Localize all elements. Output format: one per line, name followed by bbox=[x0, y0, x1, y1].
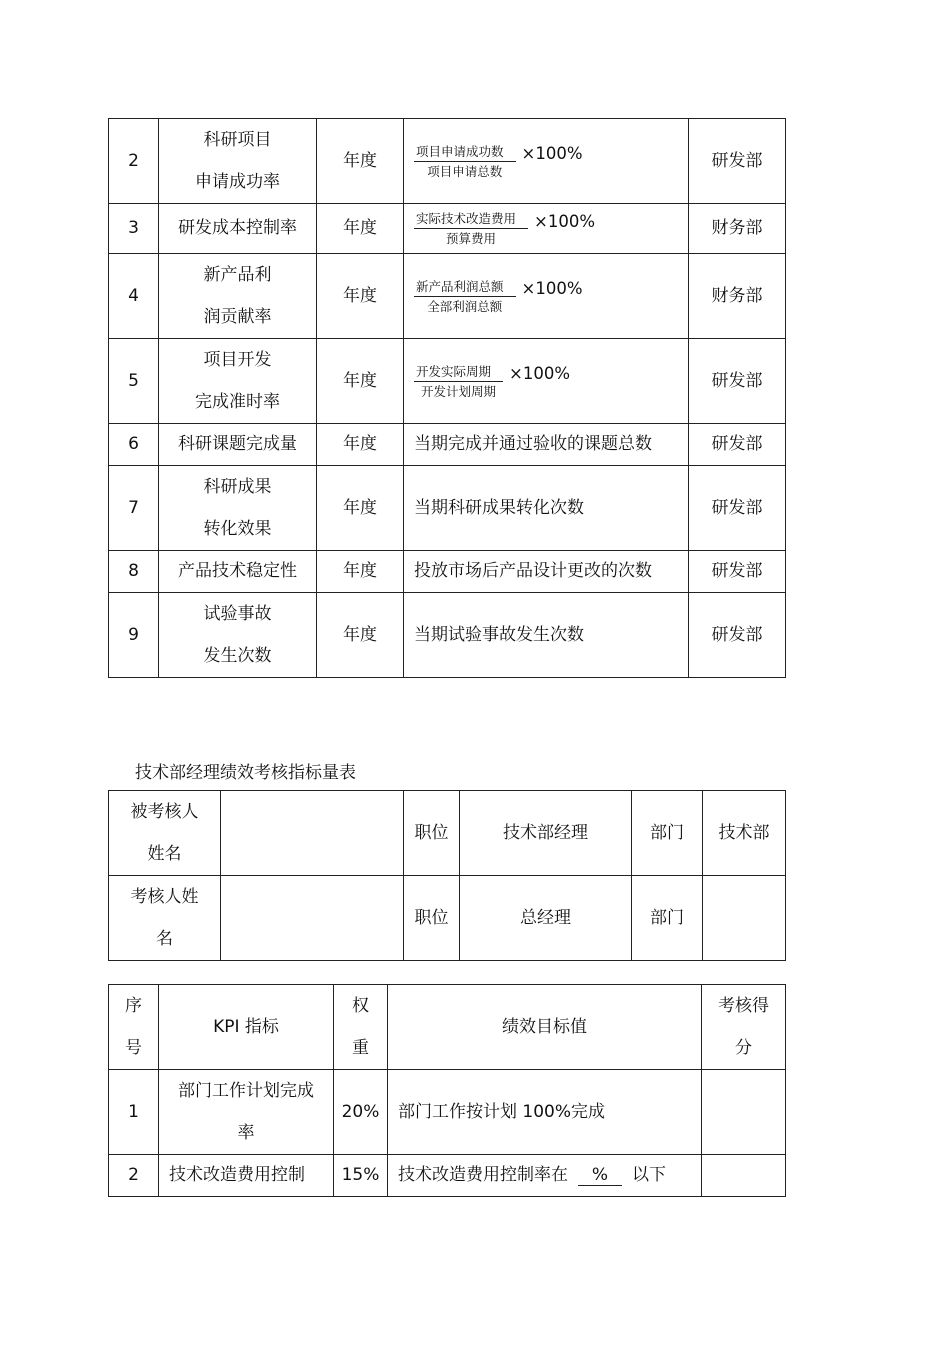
table-row bbox=[109, 1155, 786, 1197]
table-row bbox=[109, 204, 786, 254]
row-number: 2 bbox=[109, 119, 159, 204]
department: 财务部 bbox=[689, 204, 786, 254]
assessor-name-label: 考核人姓 名 bbox=[109, 876, 221, 961]
multiplier: ×100% bbox=[534, 211, 596, 231]
multiplier: ×100% bbox=[521, 144, 583, 164]
table-row bbox=[109, 1070, 786, 1155]
row-number: 8 bbox=[109, 551, 159, 593]
formula-cell bbox=[404, 204, 689, 254]
indicator-name: 科研项目 申请成功率 bbox=[159, 119, 317, 204]
table-row bbox=[109, 791, 786, 876]
definition: 当期试验事故发生次数 bbox=[404, 593, 689, 678]
fraction-numerator: 实际技术改造费用 bbox=[414, 210, 528, 229]
period: 年度 bbox=[317, 119, 404, 204]
period: 年度 bbox=[317, 204, 404, 254]
period: 年度 bbox=[317, 593, 404, 678]
assessor-name-field[interactable] bbox=[221, 876, 404, 961]
indicator-name: 科研成果 转化效果 bbox=[159, 466, 317, 551]
header-target: 绩效目标值 bbox=[388, 985, 702, 1070]
indicator-name: 部门工作计划完成 率 bbox=[159, 1070, 334, 1155]
period: 年度 bbox=[317, 551, 404, 593]
fraction bbox=[414, 210, 528, 247]
fraction-denominator: 预算费用 bbox=[446, 231, 497, 246]
formula-cell bbox=[404, 119, 689, 204]
fraction bbox=[414, 143, 516, 180]
indicator-name: 科研课题完成量 bbox=[159, 424, 317, 466]
definition: 投放市场后产品设计更改的次数 bbox=[404, 551, 689, 593]
weight: 15% bbox=[334, 1155, 388, 1197]
target-blank[interactable]: % bbox=[578, 1165, 622, 1186]
assessment-info-table bbox=[108, 790, 786, 961]
section-title: 技术部经理绩效考核指标量表 bbox=[135, 763, 356, 783]
indicator-name: 研发成本控制率 bbox=[159, 204, 317, 254]
period: 年度 bbox=[317, 339, 404, 424]
header-indicator: KPI 指标 bbox=[159, 985, 334, 1070]
definition: 当期科研成果转化次数 bbox=[404, 466, 689, 551]
assessor-position: 总经理 bbox=[460, 876, 632, 961]
table-row bbox=[109, 119, 786, 204]
multiplier: ×100% bbox=[521, 279, 583, 299]
department: 研发部 bbox=[689, 551, 786, 593]
header-weight: 权 重 bbox=[334, 985, 388, 1070]
position-label: 职位 bbox=[404, 876, 460, 961]
table-row bbox=[109, 424, 786, 466]
row-number: 7 bbox=[109, 466, 159, 551]
table-row bbox=[109, 551, 786, 593]
indicator-name: 项目开发 完成准时率 bbox=[159, 339, 317, 424]
fraction-numerator: 开发实际周期 bbox=[414, 363, 503, 382]
department: 研发部 bbox=[689, 466, 786, 551]
table-header-row bbox=[109, 985, 786, 1070]
row-number: 2 bbox=[109, 1155, 159, 1197]
row-number: 3 bbox=[109, 204, 159, 254]
assessee-position: 技术部经理 bbox=[460, 791, 632, 876]
fraction-denominator: 项目申请总数 bbox=[427, 163, 503, 179]
assessee-name-label: 被考核人 姓名 bbox=[109, 791, 221, 876]
period: 年度 bbox=[317, 466, 404, 551]
kpi-score-table bbox=[108, 984, 786, 1197]
dept-label: 部门 bbox=[632, 876, 703, 961]
table-row bbox=[109, 339, 786, 424]
dept-label: 部门 bbox=[632, 791, 703, 876]
target-value: 技术改造费用控制率在 % 以下 bbox=[388, 1155, 702, 1197]
department: 研发部 bbox=[689, 424, 786, 466]
formula-cell bbox=[404, 339, 689, 424]
definition: 当期完成并通过验收的课题总数 bbox=[404, 424, 689, 466]
department: 财务部 bbox=[689, 254, 786, 339]
assessor-dept-field[interactable] bbox=[703, 876, 786, 961]
fraction bbox=[414, 278, 516, 315]
indicator-name: 新产品利 润贡献率 bbox=[159, 254, 317, 339]
fraction-denominator: 开发计划周期 bbox=[421, 383, 497, 399]
header-score: 考核得 分 bbox=[702, 985, 786, 1070]
score-field[interactable] bbox=[702, 1155, 786, 1197]
target-value: 部门工作按计划 100%完成 bbox=[388, 1070, 702, 1155]
fraction bbox=[414, 363, 503, 400]
indicator-name: 试验事故 发生次数 bbox=[159, 593, 317, 678]
period: 年度 bbox=[317, 254, 404, 339]
department: 研发部 bbox=[689, 339, 786, 424]
header-no: 序 号 bbox=[109, 985, 159, 1070]
table-row bbox=[109, 466, 786, 551]
fraction-numerator: 项目申请成功数 bbox=[414, 143, 516, 162]
assessee-name-field[interactable] bbox=[221, 791, 404, 876]
table-row bbox=[109, 593, 786, 678]
row-number: 9 bbox=[109, 593, 159, 678]
fraction-numerator: 新产品利润总额 bbox=[414, 278, 516, 297]
row-number: 1 bbox=[109, 1070, 159, 1155]
department: 研发部 bbox=[689, 119, 786, 204]
assessee-dept: 技术部 bbox=[703, 791, 786, 876]
fraction-denominator: 全部利润总额 bbox=[427, 298, 503, 314]
table-row bbox=[109, 876, 786, 961]
period: 年度 bbox=[317, 424, 404, 466]
kpi-definition-table bbox=[108, 118, 786, 678]
formula-cell bbox=[404, 254, 689, 339]
indicator-name: 产品技术稳定性 bbox=[159, 551, 317, 593]
indicator-name: 技术改造费用控制 bbox=[159, 1155, 334, 1197]
row-number: 6 bbox=[109, 424, 159, 466]
row-number: 4 bbox=[109, 254, 159, 339]
multiplier: ×100% bbox=[509, 364, 571, 384]
row-number: 5 bbox=[109, 339, 159, 424]
table-row bbox=[109, 254, 786, 339]
position-label: 职位 bbox=[404, 791, 460, 876]
department: 研发部 bbox=[689, 593, 786, 678]
weight: 20% bbox=[334, 1070, 388, 1155]
score-field[interactable] bbox=[702, 1070, 786, 1155]
